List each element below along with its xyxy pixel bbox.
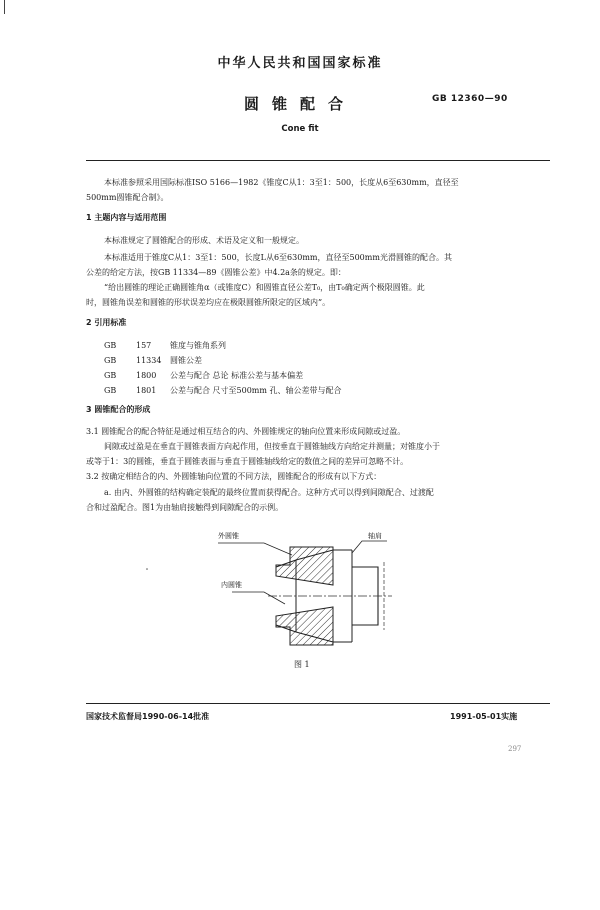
reference-item: GB 157 锥度与锥角系列 — [104, 341, 226, 350]
section-3-heading: 3 圆锥配合的形成 — [86, 405, 151, 414]
clause-3-1-line-3: 或等于1：3的圆锥，垂直于圆锥表面与垂直于圆锥轴线给定的数值之间的差异可忽略不计。 — [86, 457, 409, 466]
clause-3-2-a-line-1: a. 由内、外圆锥的结构确定装配的最终位置而获得配合。这种方式可以得到间隙配合、过渡配 — [104, 488, 434, 497]
reference-item: GB 1801 公差与配合 尺寸至500mm 孔、轴公差带与配合 — [104, 386, 342, 395]
bottom-rule — [86, 703, 550, 704]
reference-item: GB 1800 公差与配合 总论 标准公差与基本偏差 — [104, 371, 304, 380]
effective-date: 1991-05-01实施 — [450, 712, 518, 721]
label-shaft-shoulder: 轴肩 — [368, 532, 382, 540]
clause-3-2-a-line-2: 合和过盈配合。图1为由轴肩接触得到间隙配合的示例。 — [86, 503, 284, 512]
english-title: Cone fit — [281, 124, 319, 134]
clause-3-1-line-1: 3.1 圆锥配合的配合特征是通过相互结合的内、外圆锥规定的轴向位置来形成间隙或过盈。 — [86, 427, 406, 436]
section-1-para-3b: 时，圆锥角误差和圆锥的形状误差均应在极限圆锥所限定的区域内”。 — [86, 298, 331, 307]
intro-line-1: 本标准参照采用国际标准ISO 5166—1982《锥度C从1：3至1：500，长度从6至630mm，直径至 — [104, 178, 459, 187]
clause-3-2: 3.2 按确定相结合的内、外圆锥轴向位置的不同方法，圆锥配合的形成有以下方式： — [86, 472, 382, 481]
standard-number: GB 12360—90 — [432, 94, 508, 104]
section-2-heading: 2 引用标准 — [86, 318, 127, 327]
national-standard-heading: 中华人民共和国国家标准 — [217, 56, 383, 71]
section-1-para-2b: 公差的给定方法，按GB 11334—89《圆锥公差》中4.2a条的规定。即： — [86, 268, 346, 277]
section-1-para-1: 本标准规定了圆锥配合的形成、术语及定义和一般规定。 — [104, 236, 304, 245]
section-1-para-2a: 本标准适用于锥度C从1：3至1：500，长度L从6至630mm，直径至500mm光滑圆锥的配合。其 — [104, 253, 452, 262]
figure-caption: 图 1 — [294, 660, 310, 669]
intro-line-2: 500mm圆锥配合制》。 — [86, 193, 169, 202]
label-outer-cone: 外圆锥 — [218, 532, 239, 540]
page-number: 297 — [508, 745, 522, 753]
clause-3-1-line-2: 间隙或过盈是在垂直于圆锥表面方向起作用，但按垂直于圆锥轴线方向给定并测量；对锥度小于 — [104, 442, 440, 451]
reference-item: GB 11334 圆锥公差 — [104, 356, 202, 365]
document-title: 圆锥配合 — [243, 95, 356, 113]
section-1-para-3a: “给出圆锥的理论正确圆锥角α（或锥度C）和圆锥直径公差T₀，由T₀确定两个极限圆锥。此 — [104, 283, 425, 292]
section-1-heading: 1 主题内容与适用范围 — [86, 213, 167, 222]
label-inner-cone: 内圆锥 — [221, 581, 242, 589]
approval-date: 国家技术监督局1990-06-14批准 — [86, 712, 210, 721]
